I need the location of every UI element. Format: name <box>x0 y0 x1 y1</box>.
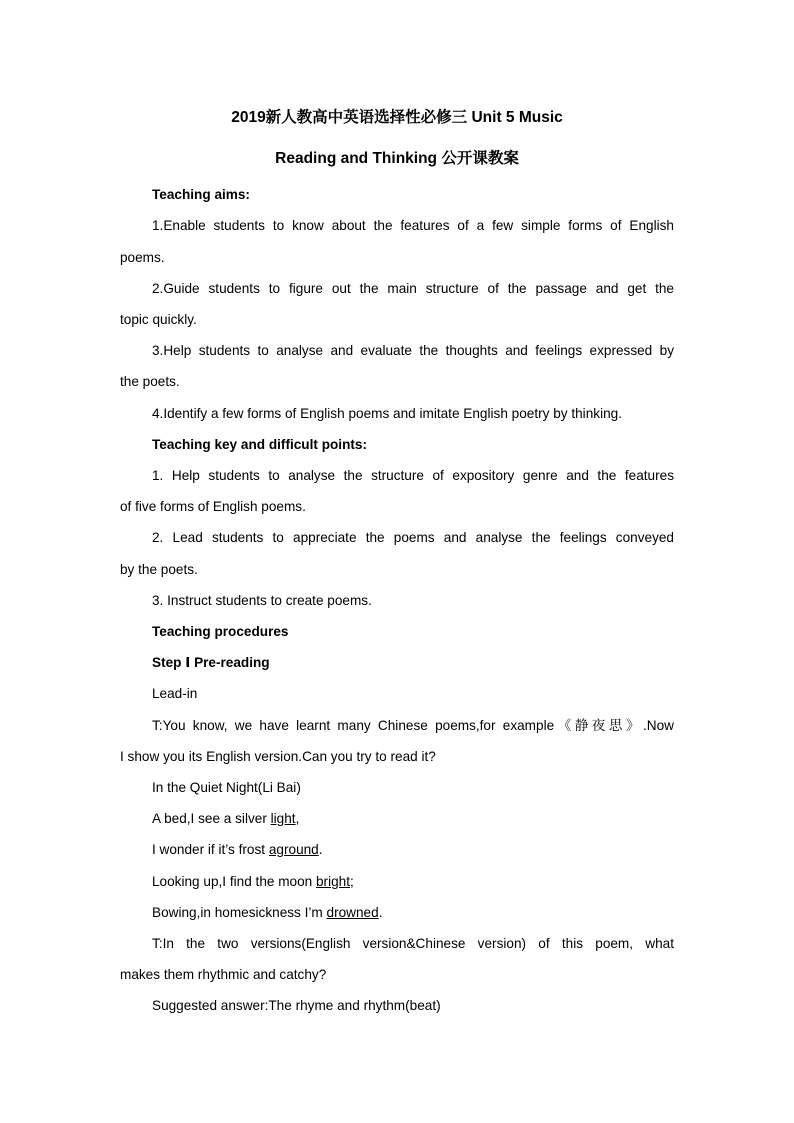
poem-line-3-rhyme-word: bright <box>316 874 351 889</box>
aim-4: 4.Identify a few forms of English poems and imitate English poetry by thinking. <box>152 406 622 421</box>
poem-line-1-punct: , <box>295 811 300 826</box>
step-1-heading: Step Ⅰ Pre-reading <box>152 655 270 670</box>
poem-line-4-rhyme-word: drowned <box>326 905 379 920</box>
suggested-answer: Suggested answer:The rhyme and rhythm(beat) <box>152 998 441 1013</box>
key-point-3: 3. Instruct students to create poems. <box>152 593 372 608</box>
aim-2-line-2: topic quickly. <box>120 312 197 327</box>
lead-in-label: Lead-in <box>152 686 198 701</box>
key-point-2-line-2: by the poets. <box>120 562 198 577</box>
poem-line-4 <box>120 903 674 923</box>
poem-line-2-rhyme-word: aground <box>268 842 319 857</box>
key-point-1-line-1: 1. Help students to analyse the structure of expository genre and the features <box>152 468 674 483</box>
poem-line-1-rhyme-word: light <box>270 811 296 826</box>
poem-line-1 <box>120 809 674 829</box>
poem-line-4-text: Bowing,in homesickness I’m <box>152 905 327 920</box>
aim-3-line-1: 3.Help students to analyse and evaluate the thoughts and feelings expressed by <box>152 343 674 358</box>
aim-2-line-1: 2.Guide students to figure out the main structure of the passage and get the <box>152 281 674 296</box>
aim-1-line-2: poems. <box>120 250 165 265</box>
poem-line-3 <box>120 872 674 892</box>
document-title-line-2: Reading and Thinking 公开课教案 <box>275 150 519 167</box>
teacher-prompt-1-line-2: I show you its English version.Can you try to read it? <box>120 749 436 764</box>
teacher-prompt-1-line-1: T:You know, we have learnt many Chinese poems,for example《静夜思》.Now <box>152 718 674 733</box>
poem-line-3-punct: ; <box>350 874 354 889</box>
poem-line-2-text: I wonder if it’s frost <box>152 842 269 857</box>
poem-title: In the Quiet Night(Li Bai) <box>152 780 301 795</box>
document-title-line-1: 2019新人教高中英语选择性必修三 Unit 5 Music <box>231 109 563 126</box>
poem-line-2 <box>120 840 674 860</box>
aim-1-line-1: 1.Enable students to know about the features of a few simple forms of English <box>152 218 674 233</box>
poem-line-1-text: A bed,I see a silver <box>152 811 271 826</box>
teaching-aims-heading: Teaching aims: <box>152 187 250 202</box>
poem-line-3-text: Looking up,I find the moon <box>152 874 316 889</box>
poem-line-2-punct: . <box>318 842 323 857</box>
poem-line-4-punct: . <box>378 905 383 920</box>
key-point-1-line-2: of five forms of English poems. <box>120 499 306 514</box>
key-point-2-line-1: 2. Lead students to appreciate the poems and analyse the feelings conveyed <box>152 530 674 545</box>
teacher-prompt-2-line-2: makes them rhythmic and catchy? <box>120 967 327 982</box>
procedures-heading: Teaching procedures <box>152 624 289 639</box>
teacher-prompt-2-line-1: T:In the two versions(English version&Chinese version) of this poem, what <box>152 936 674 951</box>
key-points-heading: Teaching key and difficult points: <box>152 437 367 452</box>
aim-3-line-2: the poets. <box>120 374 180 389</box>
